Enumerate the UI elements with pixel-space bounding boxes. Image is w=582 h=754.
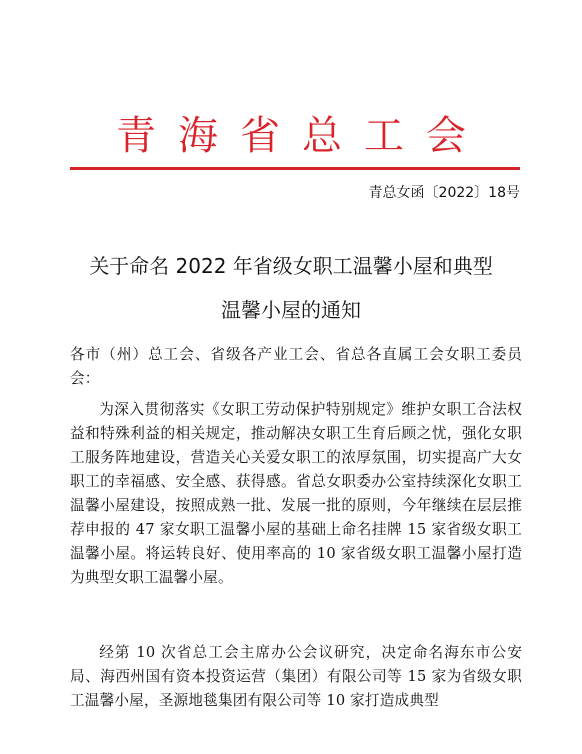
- org-name-header: 青海省总工会: [116, 113, 488, 159]
- document-title-line-2: 温馨小屋的通知: [221, 298, 361, 322]
- paragraph-2-text: 经第 10 次省总工会主席办公会议研究，决定命名海东市公安局、海西州国有资本投资运营（集团）有限公司等 15 家为省级女职工温馨小屋，圣源地毯集团有限公司等 10 家打造成典型: [70, 644, 522, 709]
- salutation: [70, 343, 522, 391]
- paragraph-1-text: 为深入贯彻落实《女职工劳动保护特别规定》维护女职工合法权益和特殊利益的相关规定，推动解决女职工生育后顾之忧，强化女职工服务阵地建设，营造关心关爱女职工的浓厚氛围，切实提高广大女职工的幸福感、安全感、获得感。省总女职委办公室持续深化女职工温馨小屋建设，按照成熟一批、发展一批的原则，今年继续在层层推荐申报的 47 家女职工温馨小屋的基础上命名挂牌 15 家省级女职工温馨小屋。将运转良好、使用率高的 10 家省级女职工温馨小屋打造为典型女职工温馨小屋。: [70, 401, 522, 586]
- red-divider-line: [70, 167, 520, 170]
- document-title-line-1: 关于命名 2022 年省级女职工温馨小屋和典型: [89, 254, 493, 278]
- body-paragraph-2: [70, 641, 522, 713]
- salutation-text: 各市（州）总工会、省级各产业工会、省总各直属工会女职工委员会：: [70, 346, 522, 387]
- document-number: 青总女函〔2022〕18号: [368, 185, 520, 201]
- body-paragraph-1: [70, 398, 522, 590]
